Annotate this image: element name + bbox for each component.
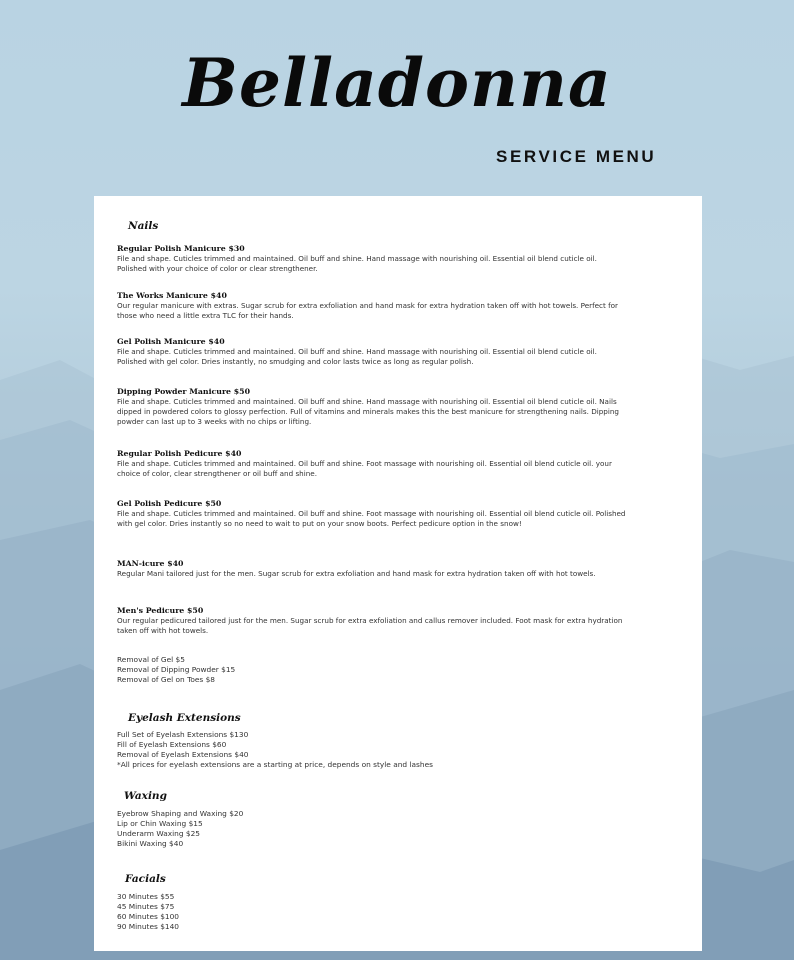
waxing-item: Bikini Waxing $40 [117,839,184,848]
service-title: Gel Polish Pedicure $50 [117,499,222,508]
service-description: File and shape. Cuticles trimmed and maintained. Oil buff and shine. Foot massage with nourishing oil. Essential oil blend cuticle oil. your choice of color, clear strengthener or oil buff and shine. [117,459,612,478]
service-description: File and shape. Cuticles trimmed and maintained. Oil buff and shine. Hand massage with nourishing oil. Essential oil blend cuticle oil. Nails dipped in powdered colors to glossy perfection. Full of vitamins and minerals makes this the best manicure for strengthening nails. Dipping powder can last up to 3 weeks with no chips or lifting. [117,397,619,426]
service-description: Our regular manicure with extras. Sugar scrub for extra exfoliation and hand mask for extra hydration taken off with hot towels. Perfect for those who need a little extra TLC for their hands. [117,301,618,320]
waxing-item: Eyebrow Shaping and Waxing $20 [117,809,244,818]
facial-item: 30 Minutes $55 [117,892,175,901]
service-title: MAN-icure $40 [117,559,184,568]
service-description: Our regular pedicured tailored just for the men. Sugar scrub for extra exfoliation and callus remover included. Foot mask for extra hydration taken off with hot towels. [117,616,623,635]
eyelash-item: Removal of Eyelash Extensions $40 [117,750,249,759]
section-heading-facials: Facials [125,873,166,885]
eyelash-note: *All prices for eyelash extensions are a starting at price, depends on style and lashes [117,760,433,769]
waxing-item: Underarm Waxing $25 [117,829,200,838]
menu-sheet [94,196,702,951]
facial-item: 60 Minutes $100 [117,912,180,921]
service-item [117,244,627,274]
service-description: File and shape. Cuticles trimmed and maintained. Oil buff and shine. Hand massage with nourishing oil. Essential oil blend cuticle oil. Polished with your choice of color or clear strengthener. [117,254,597,273]
service-title: Regular Polish Manicure $30 [117,244,245,253]
service-description: Regular Mani tailored just for the men. Sugar scrub for extra exfoliation and hand mask for extra hydration taken off with hot towels. [117,569,596,578]
service-title: Men's Pedicure $50 [117,606,204,615]
service-title: Gel Polish Manicure $40 [117,337,225,346]
eyelash-list [117,730,617,770]
service-item [117,291,627,321]
removal-item: Removal of Dipping Powder $15 [117,665,236,674]
service-menu-subtitle: SERVICE MENU [496,147,657,166]
section-heading-eyelash: Eyelash Extensions [128,712,241,724]
removal-item: Removal of Gel $5 [117,655,185,664]
eyelash-item: Fill of Eyelash Extensions $60 [117,740,227,749]
service-item [117,449,627,479]
waxing-list [117,809,617,849]
removal-item: Removal of Gel on Toes $8 [117,675,216,684]
service-title: Regular Polish Pedicure $40 [117,449,242,458]
section-heading-waxing: Waxing [124,790,167,802]
section-heading-nails: Nails [128,220,159,232]
service-description: File and shape. Cuticles trimmed and maintained. Oil buff and shine. Hand massage with nourishing oil. Essential oil blend cuticle oil. Polished with gel color. Dries instantly, no smudging and color lasts twice as long as regular polish. [117,347,597,366]
service-title: The Works Manicure $40 [117,291,227,300]
service-item [117,606,627,636]
facials-list [117,892,617,932]
service-item [117,337,627,367]
service-item [117,559,627,579]
service-item [117,499,627,529]
facial-item: 45 Minutes $75 [117,902,175,911]
service-title: Dipping Powder Manicure $50 [117,387,251,396]
facial-item: 90 Minutes $140 [117,922,180,931]
service-description: File and shape. Cuticles trimmed and maintained. Oil buff and shine. Foot massage with nourishing oil. Essential oil blend cuticle oil. Polished with gel color. Dries instantly so no need to wait to put on your snow boots. Perfect pedicure option in the snow! [117,509,626,528]
waxing-item: Lip or Chin Waxing $15 [117,819,203,828]
removal-list [117,655,617,685]
eyelash-item: Full Set of Eyelash Extensions $130 [117,730,249,739]
service-item [117,387,627,427]
brand-title: Belladonna [182,44,612,122]
